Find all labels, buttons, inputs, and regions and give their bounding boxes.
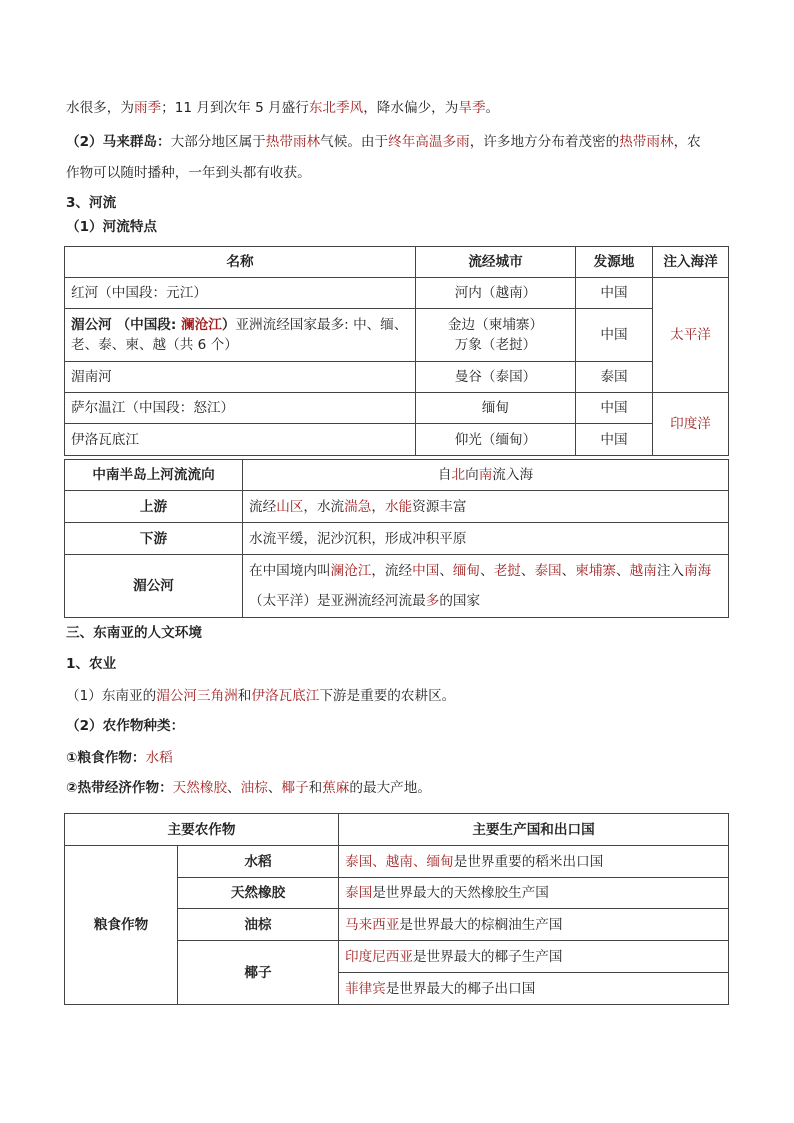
- agri-paragraph-2: （2）农作物种类：: [66, 718, 185, 734]
- intro-line-1: [66, 98, 499, 118]
- intro-line-2: [66, 132, 701, 152]
- text-segment: 热带雨林: [619, 134, 674, 150]
- upstream-value: [243, 491, 729, 523]
- text-segment: ，流经: [371, 563, 413, 579]
- river-name: 湄南河: [65, 362, 416, 393]
- river-cities: 河内（越南）: [416, 278, 576, 309]
- text-segment: 澜沧江: [330, 563, 372, 579]
- table-row: [65, 309, 729, 362]
- river-cities: 金边（柬埔寨） 万象（老挝）: [416, 309, 576, 362]
- downstream-value: 水流平缓，泥沙沉积，形成冲积平原: [243, 523, 729, 555]
- river-name: 萨尔温江（中国段：怒江）: [65, 393, 416, 424]
- text-segment: 澜沧江: [181, 317, 222, 333]
- crop-desc: [339, 941, 729, 973]
- text-segment: （太平洋）是亚洲流经河流最: [249, 593, 426, 609]
- text-segment: 马来西亚: [345, 916, 400, 933]
- text-segment: 缅甸: [452, 563, 481, 579]
- text-segment: 椰子: [281, 780, 309, 796]
- river-source: 中国: [576, 309, 653, 362]
- table-row: [65, 523, 729, 555]
- text-segment: 水稻: [145, 750, 173, 766]
- text-segment: 、: [616, 563, 630, 579]
- text-segment: 、: [267, 780, 282, 796]
- text-segment: 菲律宾: [345, 980, 386, 997]
- text-segment: 蕉麻: [322, 780, 350, 796]
- text-segment: ②热带经济作物：: [66, 780, 173, 796]
- heading-agriculture: 1、农业: [66, 656, 117, 672]
- river-source: 中国: [576, 424, 653, 456]
- text-segment: 的最大产地。: [349, 780, 431, 796]
- river-source: 泰国: [576, 362, 653, 393]
- crop-desc: [339, 846, 729, 878]
- header-name: 名称: [65, 247, 416, 278]
- text-segment: 流经: [249, 498, 277, 515]
- flow-table: [64, 459, 729, 618]
- text-segment: 油棕: [240, 780, 268, 796]
- text-segment: 下游是重要的农耕区。: [319, 688, 456, 704]
- crop-desc: [339, 973, 729, 1005]
- table-row: [65, 393, 729, 424]
- crop-name: 椰子: [178, 941, 339, 1005]
- text-segment: 天然橡胶: [172, 780, 228, 796]
- text-segment: 流入海: [492, 467, 534, 483]
- cash-crops-line: [66, 778, 431, 798]
- upstream-label: 上游: [65, 491, 243, 523]
- text-segment: 是世界最大的椰子生产国: [412, 948, 563, 965]
- text-segment: ，降水偏少，为: [363, 100, 459, 116]
- text-segment: 中国: [412, 563, 440, 579]
- text-segment: 气候。由于: [320, 134, 389, 150]
- text-segment: 是世界重要的稻米出口国: [453, 853, 604, 870]
- text-segment: 和: [308, 780, 323, 796]
- header-producers: 主要生产国和出口国: [339, 814, 729, 846]
- text-segment: 向: [465, 467, 479, 483]
- text-segment: 热带雨林: [265, 134, 321, 150]
- header-cities: 流经城市: [416, 247, 576, 278]
- crop-name: 天然橡胶: [178, 878, 339, 909]
- heading-rivers: 3、河流: [66, 195, 117, 211]
- text-segment: 泰国: [534, 563, 562, 579]
- text-segment: ，农: [673, 134, 701, 150]
- text-segment: 多: [425, 593, 440, 609]
- direction-value: [243, 460, 729, 491]
- text-segment: （2）马来群岛：: [66, 134, 171, 150]
- table-row: [65, 424, 729, 456]
- text-segment: 伊洛瓦底江: [251, 688, 320, 704]
- river-name: 红河（中国段：元江）: [65, 278, 416, 309]
- river-table: [64, 246, 729, 456]
- river-cities: 仰光（缅甸）: [416, 424, 576, 456]
- table-row: [65, 362, 729, 393]
- text-segment: 是世界最大的椰子出口国: [385, 980, 536, 997]
- downstream-label: 下游: [65, 523, 243, 555]
- food-crops-line: [66, 748, 173, 768]
- crop-name: 油棕: [178, 909, 339, 941]
- text-segment: 、: [439, 563, 453, 579]
- direction-label: 中南半岛上河流流向: [65, 460, 243, 491]
- mekong-value: [243, 555, 729, 618]
- text-segment: ）: [221, 317, 236, 333]
- ocean-pacific: 太平洋: [653, 278, 729, 393]
- text-segment: 泰国: [345, 885, 373, 901]
- text-segment: 在中国境内叫: [249, 563, 331, 579]
- table-row: [65, 491, 729, 523]
- text-segment: 自: [437, 467, 452, 483]
- river-cities: 曼谷（泰国）: [416, 362, 576, 393]
- intro-line-3: 作物可以随时播种，一年到头都有收获。: [66, 165, 311, 181]
- agri-paragraph-1: [66, 686, 455, 706]
- text-segment: 大部分地区属于: [170, 134, 266, 150]
- heading-river-features: （1）河流特点: [66, 219, 158, 235]
- text-segment: 雨季: [133, 100, 162, 116]
- header-source: 发源地: [576, 247, 653, 278]
- text-segment: 东北季风: [308, 100, 364, 116]
- text-segment: 注入: [656, 563, 684, 579]
- text-segment: 资源丰富: [412, 498, 467, 515]
- text-segment: 终年高温多雨: [388, 134, 470, 150]
- table-row: [65, 278, 729, 309]
- river-cities: 缅甸: [416, 393, 576, 424]
- text-segment: 。: [485, 100, 500, 116]
- river-name: 伊洛瓦底江: [65, 424, 416, 456]
- text-segment: 和: [237, 688, 252, 704]
- river-source: 中国: [576, 393, 653, 424]
- text-segment: 湄公河三角洲: [156, 688, 238, 704]
- text-segment: 、: [227, 780, 241, 796]
- text-segment: ，水流: [303, 498, 345, 515]
- crop-group: 粮食作物: [65, 846, 178, 1005]
- table-row: [65, 460, 729, 491]
- mekong-label: 湄公河: [65, 555, 243, 618]
- text-segment: 湍急: [344, 498, 372, 515]
- text-segment: 南海: [684, 563, 712, 579]
- text-segment: 湄公河 （中国段:: [71, 317, 182, 333]
- text-segment: 、: [561, 563, 576, 579]
- text-segment: 、: [480, 563, 494, 579]
- crop-name: 水稻: [178, 846, 339, 878]
- text-segment: ，: [371, 498, 385, 515]
- crop-desc: [339, 878, 729, 909]
- text-segment: 北: [451, 467, 466, 483]
- header-crops: 主要农作物: [65, 814, 339, 846]
- section-title: 三、东南亚的人文环境: [66, 625, 202, 641]
- text-segment: 印度尼西亚: [345, 948, 413, 965]
- text-segment: 旱季: [458, 100, 486, 116]
- text-segment: ，许多地方分布着茂密的: [469, 134, 620, 150]
- text-segment: 水能: [384, 498, 413, 515]
- river-name-mekong: 湄公河 （中国段: 澜沧江）亚洲流经国家最多: 中、缅、 老、泰、柬、越（共 6 个）: [65, 309, 416, 362]
- text-segment: 泰国、越南、缅甸: [345, 853, 454, 870]
- text-segment: 老挝: [493, 563, 521, 579]
- text-segment: ；11 月到次年 5 月盛行: [161, 100, 309, 116]
- text-segment: （1）东南亚的: [66, 688, 157, 704]
- text-segment: 越南: [629, 563, 657, 579]
- text-segment: 是世界最大的棕榈油生产国: [399, 916, 563, 933]
- text-segment: 亚洲流经国家最多: 中、缅、: [235, 317, 408, 333]
- river-source: 中国: [576, 278, 653, 309]
- text-segment: 南: [478, 467, 493, 483]
- table-row: [65, 555, 729, 618]
- text-segment: 、: [520, 563, 535, 579]
- text-segment: ①粮食作物：: [66, 750, 146, 766]
- header-ocean: 注入海洋: [653, 247, 729, 278]
- text-segment: 的国家: [439, 593, 481, 609]
- table-row: [65, 846, 729, 878]
- crop-table: [64, 813, 729, 1005]
- ocean-indian: 印度洋: [653, 393, 729, 456]
- text-segment: 水很多，为: [66, 100, 134, 116]
- text-segment: 山区: [276, 498, 304, 515]
- text-segment: 柬埔寨: [575, 563, 617, 579]
- text-segment: 是世界最大的天然橡胶生产国: [372, 885, 549, 901]
- crop-desc: [339, 909, 729, 941]
